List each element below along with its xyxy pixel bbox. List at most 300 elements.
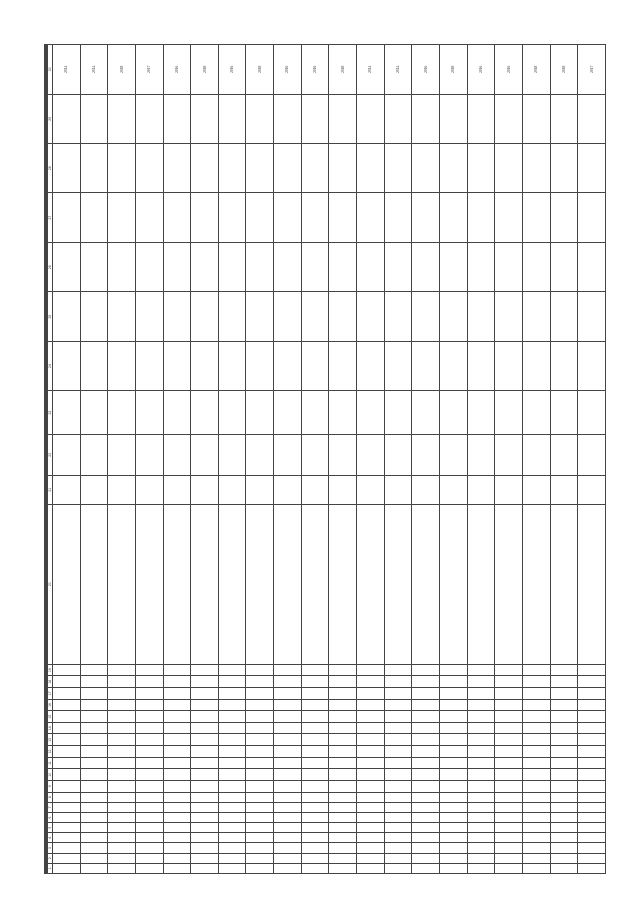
table-cell [108,769,136,781]
table-cell [80,94,108,143]
table-cell [135,863,163,873]
table-cell [495,688,523,700]
table-cell [495,676,523,688]
table-cell [218,792,246,802]
table-cell [135,769,163,781]
table-cell: 2018 [550,45,578,95]
table-cell [329,843,357,853]
table-cell [218,391,246,435]
table-cell [53,475,81,504]
table-cell [329,504,357,664]
table-cell [53,863,81,873]
table-cell [550,504,578,664]
table-cell [53,812,81,822]
table-cell [357,722,385,734]
table-cell [191,193,219,242]
table-cell [467,833,495,843]
table-cell [467,769,495,781]
table-cell [578,711,606,723]
table-cell [108,781,136,793]
table-cell [522,792,550,802]
table-cell [357,699,385,711]
table-cell [135,833,163,843]
table-cell: 2018 [246,45,274,95]
table-cell [53,664,81,676]
table-cell [135,802,163,812]
table-cell [495,391,523,435]
table-cell [439,853,467,863]
table-cell [218,802,246,812]
table-cell [135,734,163,746]
table-cell [108,144,136,193]
table-cell [80,193,108,242]
table-cell [108,843,136,853]
table-cell [108,746,136,758]
table-cell [550,193,578,242]
table-cell [578,144,606,193]
table-cell [191,341,219,390]
column-number: 27 [48,193,53,242]
table-cell [274,242,302,291]
table-cell [439,144,467,193]
table-cell [522,94,550,143]
table-cell [522,843,550,853]
table-cell [412,193,440,242]
table-row [218,45,246,874]
table-cell [550,434,578,475]
table-cell [467,734,495,746]
table-cell [53,242,81,291]
table-cell [301,757,329,769]
table-cell [108,863,136,873]
table-cell [274,699,302,711]
table-cell [550,802,578,812]
table-cell [191,792,219,802]
table-cell [522,722,550,734]
table-cell [329,781,357,793]
table-cell: 2014 [384,45,412,95]
table-cell [80,812,108,822]
table-cell [108,757,136,769]
table-cell [384,94,412,143]
table-cell [357,688,385,700]
table-cell [495,833,523,843]
table-cell [412,833,440,843]
table-cell [550,863,578,873]
table-cell [135,843,163,853]
table-cell [522,193,550,242]
table-cell [274,722,302,734]
table-cell [329,792,357,802]
table-cell [53,676,81,688]
table-cell [108,94,136,143]
table-cell [412,711,440,723]
table-cell [163,434,191,475]
table-cell [108,802,136,812]
table-cell [550,391,578,435]
table-cell [53,699,81,711]
table-cell [578,94,606,143]
table-cell [522,699,550,711]
table-cell [163,802,191,812]
table-cell [246,676,274,688]
table-cell [495,769,523,781]
table-cell [80,475,108,504]
table-cell [218,823,246,833]
table-cell [163,746,191,758]
table-cell [467,292,495,341]
table-cell [522,757,550,769]
table-cell [329,769,357,781]
table-cell [522,746,550,758]
table-cell [53,792,81,802]
table-row [522,45,550,874]
table-row [467,45,495,874]
table-cell [467,664,495,676]
table-cell [578,823,606,833]
table-cell [412,823,440,833]
table-cell [467,475,495,504]
table-cell [274,781,302,793]
table-cell [467,757,495,769]
table-cell [550,843,578,853]
table-cell [550,792,578,802]
table-cell [274,863,302,873]
table-cell [135,722,163,734]
table-cell [439,802,467,812]
column-number: 30 [48,45,53,95]
table-cell [412,475,440,504]
table-cell [191,94,219,143]
table-cell [80,341,108,390]
table-cell [384,711,412,723]
table-cell [80,676,108,688]
table-cell [108,792,136,802]
table-cell [246,843,274,853]
table-row [80,45,108,874]
table-cell [301,769,329,781]
table-cell: 2016 [412,45,440,95]
table-cell [329,341,357,390]
table-cell [108,734,136,746]
table-cell [135,504,163,664]
table-cell [384,341,412,390]
table-cell [550,746,578,758]
table-cell [274,144,302,193]
table-cell [53,823,81,833]
table-cell [467,242,495,291]
table-cell [412,781,440,793]
column-number: 1 [48,863,53,873]
table-cell [329,802,357,812]
table-cell [439,242,467,291]
table-cell [80,823,108,833]
table-cell [135,711,163,723]
table-cell [329,676,357,688]
table-cell [578,746,606,758]
table-cell [412,757,440,769]
table-cell [163,722,191,734]
table-cell [467,193,495,242]
table-cell [522,833,550,843]
table-cell [357,676,385,688]
table-cell [218,863,246,873]
table-cell [384,734,412,746]
table-cell [550,699,578,711]
table-cell [246,341,274,390]
table-cell [439,664,467,676]
table-row [495,45,523,874]
table-cell [357,391,385,435]
table-cell [191,853,219,863]
table-cell [274,94,302,143]
column-number: 5 [48,823,53,833]
table-cell [329,193,357,242]
table-row [384,45,412,874]
table-cell [163,812,191,822]
table-cell [439,769,467,781]
table-cell [53,769,81,781]
table-cell [301,802,329,812]
table-cell [522,812,550,822]
table-cell [218,475,246,504]
table-cell [218,676,246,688]
table-cell [301,664,329,676]
table-cell [191,699,219,711]
table-cell [467,688,495,700]
table-cell [384,391,412,435]
table-cell [412,144,440,193]
rotated-table-container [44,44,606,874]
column-number: 13 [48,734,53,746]
table-cell [191,434,219,475]
table-cell [384,722,412,734]
table-cell [329,722,357,734]
table-cell: 2014 [53,45,81,95]
table-cell [467,843,495,853]
table-cell [467,823,495,833]
table-cell [357,504,385,664]
table-cell [412,292,440,341]
column-number: 6 [48,812,53,822]
table-row [246,45,274,874]
table-cell [246,802,274,812]
table-cell [495,823,523,833]
table-cell [412,504,440,664]
table-cell [274,802,302,812]
table-cell [246,781,274,793]
table-cell [163,792,191,802]
table-cell [412,699,440,711]
table-cell [53,292,81,341]
table-cell [191,802,219,812]
table-cell [246,833,274,843]
table-cell [301,94,329,143]
table-cell: 2016 [218,45,246,95]
column-number: 24 [48,341,53,390]
table-cell [163,769,191,781]
table-cell [301,711,329,723]
table-cell [329,833,357,843]
table-cell [80,734,108,746]
table-cell: 2016 [163,45,191,95]
table-cell [301,688,329,700]
table-cell [53,757,81,769]
table-cell [191,292,219,341]
table-cell [329,746,357,758]
table-cell [163,391,191,435]
table-cell [357,734,385,746]
table-cell [274,292,302,341]
table-cell [80,769,108,781]
table-cell [191,746,219,758]
table-cell [163,823,191,833]
column-number: 11 [48,757,53,769]
table-cell [439,193,467,242]
table-cell [578,699,606,711]
table-cell: 2014 [80,45,108,95]
table-cell [357,711,385,723]
table-cell [191,475,219,504]
table-cell [467,792,495,802]
table-cell [578,812,606,822]
table-cell [357,144,385,193]
table-cell [357,434,385,475]
rotated-table-area [44,44,606,874]
table-cell [163,688,191,700]
table-cell [274,504,302,664]
table-cell: 2018 [329,45,357,95]
table-cell [550,781,578,793]
table-cell [53,193,81,242]
table-cell [218,853,246,863]
table-cell [53,94,81,143]
table-cell [274,823,302,833]
table-cell [246,853,274,863]
table-cell [329,812,357,822]
table-cell [274,757,302,769]
table-cell [357,812,385,822]
table-cell [301,699,329,711]
table-cell: 2016 [274,45,302,95]
table-cell [384,688,412,700]
table-cell [191,769,219,781]
table-cell [357,853,385,863]
table-cell [135,434,163,475]
table-cell [578,833,606,843]
table-cell [135,746,163,758]
table-cell [53,391,81,435]
table-cell [578,341,606,390]
table-cell [522,391,550,435]
table-cell [578,843,606,853]
table-cell [412,853,440,863]
table-cell [218,757,246,769]
table-cell [384,833,412,843]
table-cell [329,711,357,723]
table-cell [301,144,329,193]
table-cell [578,242,606,291]
table-row [578,45,606,874]
table-row [550,45,578,874]
table-cell [301,242,329,291]
table-cell [522,664,550,676]
table-cell [550,242,578,291]
table-cell [274,193,302,242]
table-cell [246,746,274,758]
table-cell [439,475,467,504]
table-cell [439,812,467,822]
table-cell [191,722,219,734]
table-cell [329,863,357,873]
column-number: 25 [48,292,53,341]
table-cell [439,391,467,435]
table-cell [80,722,108,734]
table-cell [301,193,329,242]
table-cell [384,242,412,291]
table-cell [163,699,191,711]
table-cell [357,769,385,781]
table-cell [80,746,108,758]
table-cell [439,292,467,341]
column-number: 8 [48,792,53,802]
table-cell [80,853,108,863]
table-cell [329,242,357,291]
table-cell [135,391,163,435]
table-cell [80,833,108,843]
table-cell: 2017 [135,45,163,95]
table-cell [80,802,108,812]
table-cell [329,734,357,746]
table-cell [412,391,440,435]
table-cell [135,292,163,341]
table-cell [274,812,302,822]
column-number: 15 [48,711,53,723]
table-cell [550,664,578,676]
table-cell [274,475,302,504]
table-cell [357,823,385,833]
table-cell [191,757,219,769]
table-cell [53,853,81,863]
table-row [412,45,440,874]
table-cell [467,391,495,435]
table-cell [246,769,274,781]
table-cell [246,823,274,833]
table-cell [246,863,274,873]
table-cell [495,802,523,812]
table-cell [550,144,578,193]
table-cell [301,746,329,758]
table-cell [163,863,191,873]
table-body [53,45,606,874]
table-cell [246,812,274,822]
table-cell [274,769,302,781]
table-cell [467,722,495,734]
table-cell [246,734,274,746]
table-cell [218,812,246,822]
table-cell [108,475,136,504]
column-number: 4 [48,833,53,843]
table-cell [218,833,246,843]
table-cell [357,341,385,390]
table-cell [495,853,523,863]
table-cell [108,292,136,341]
table-cell [218,734,246,746]
table-cell [495,843,523,853]
table-cell [191,781,219,793]
column-number: 21 [48,475,53,504]
table-cell [246,792,274,802]
